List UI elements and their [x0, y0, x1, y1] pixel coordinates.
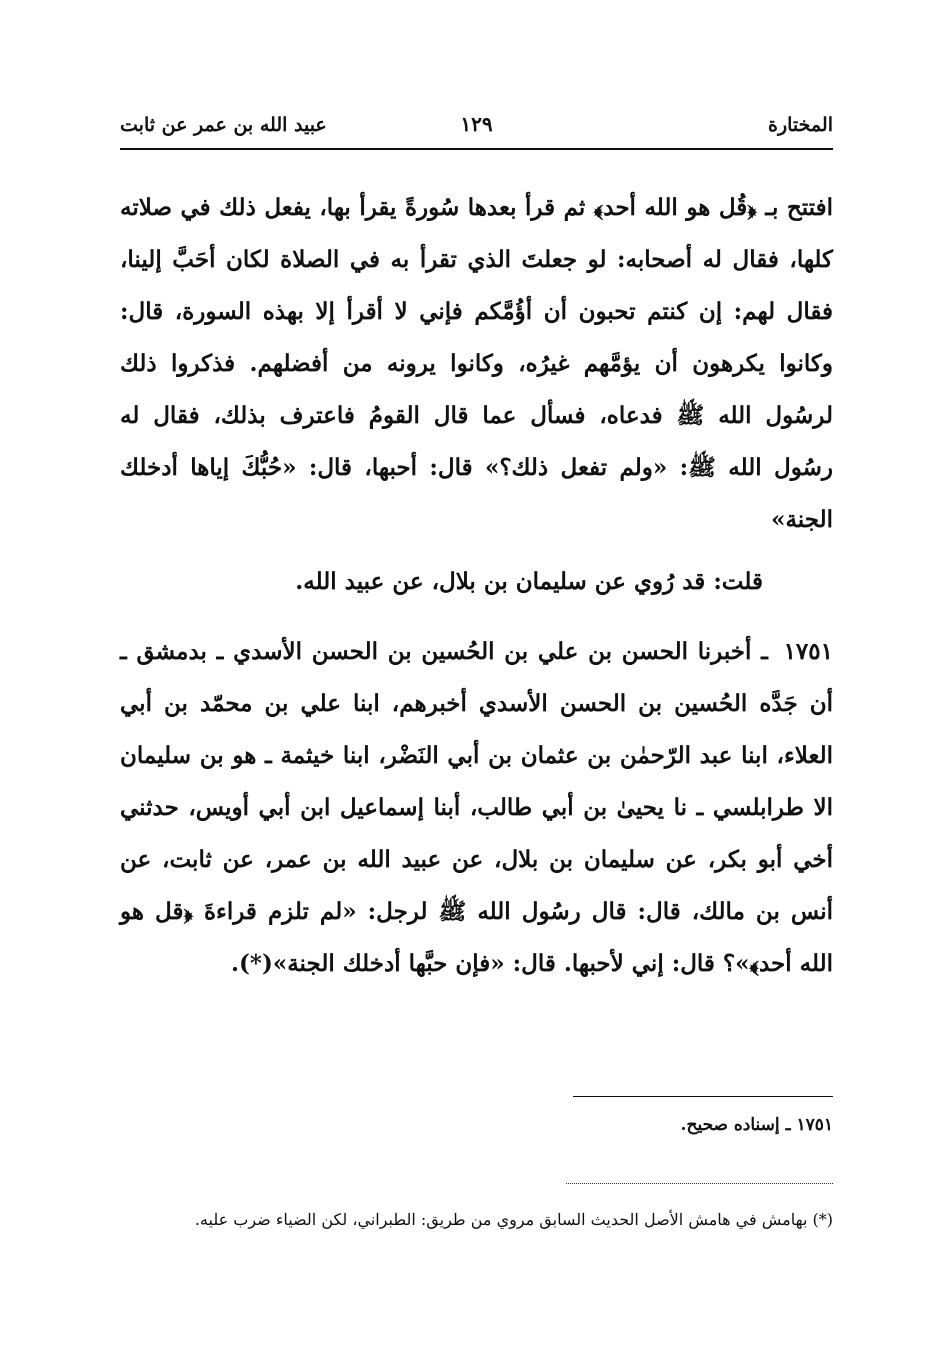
- paragraph-continuation: افتتح بـ ﴿قُل هو الله أحد﴾ ثم قرأ بعدها سُورةً يقرأ بها، يفعل ذلك في صلاته كلها، فقال له أصحابه: لو جعلتَ الذي تقرأ به في الصلاة لكان أحَبَّ إلينا، فقال لهم: إن كنتم تحبون أن أؤُمَّكم فإني لا أقرأ إلا بهذه السورة، قال: وكانوا يكرهون أن يؤمَّهم غيرُه، وكانوا يرونه من أفضلهم. فذكروا ذلك لرسُول الله ﷺ فدعاه، فسأل عما قال القومُ فاعترف بذلك، فقال له رسُول الله ﷺ: «ولم تفعل ذلك؟» قال: أحبها، قال: «حُبُّكَ إياها أدخلك الجنة»: [120, 194, 833, 533]
- section-title: عبيد الله بن عمر عن ثابت: [120, 114, 327, 136]
- dotted-divider: [566, 1183, 833, 1184]
- author-remark: قلت: قد رُوي عن سليمان بن بلال، عن عبيد الله.: [295, 568, 763, 595]
- hadith-number: ١٧٥١: [783, 638, 833, 665]
- footnote: ١٧٥١ ـ إسناده صحيح.: [680, 1115, 833, 1135]
- hadith-1751: [120, 626, 833, 990]
- page-number: ١٢٩: [460, 112, 493, 136]
- hadith-text: ـ أخبرنا الحسن بن علي بن الحُسين بن الحسن الأسدي ـ بدمشق ـ أن جَدَّه الحُسين بن الحسن الأسدي أخبرهم، ابنا علي بن محمّد بن أبي العلاء، ابنا عبد الرّحمٰن بن عثمان بن أبي النَضْر، ابنا خيثمة ـ هو بن سليمان الا طرابلسي ـ نا يحيىٰ بن أبي طالب، أبنا إسماعيل ابن أبي أويس، حدثني أخي أبو بكر، عن سليمان بن بلال، عن عبيد الله بن عمر، عن ثابت، عن أنس بن مالك، قال: قال رسُول الله ﷺ لرجل: «لم تلزم قراءةَ ﴿قل هو الله أحد﴾»؟ قال: إني لأحبها. قال: «فإن حبَّها أدخلك الجنة»(*).: [120, 638, 833, 977]
- book-title: المختارة: [768, 114, 833, 136]
- header-divider: [120, 148, 833, 150]
- footnote-divider: [573, 1096, 833, 1097]
- margin-note: (*) بهامش في هامش الأصل الحديث السابق مروي من طريق: الطبراني، لكن الضياء ضرب عليه.: [194, 1210, 833, 1229]
- page-header: [120, 108, 833, 144]
